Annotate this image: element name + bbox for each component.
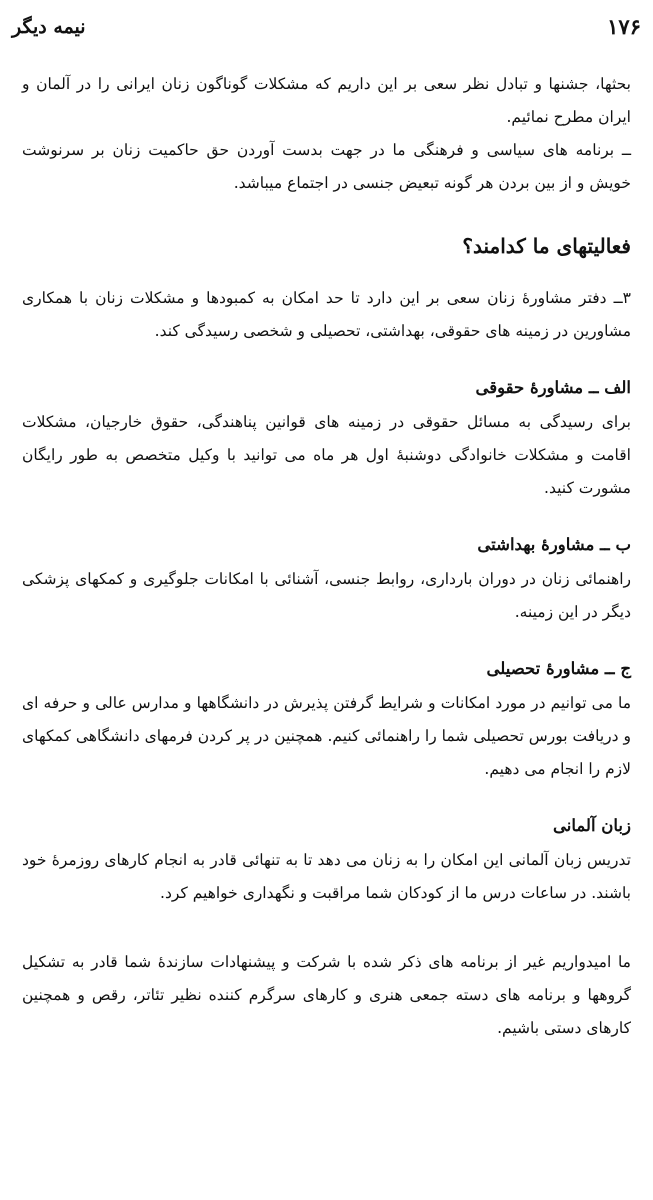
- page-number: ۱۷۶: [607, 14, 641, 39]
- subsection-heading-legal: الف ــ مشاورهٔ حقوقی: [475, 378, 631, 397]
- intro-paragraph-2: ــ برنامه های سیاسی و فرهنگی ما در جهت بدست آوردن حق حاکمیت زنان بر سرنوشت خویش و از بین بردن هر گونه تبعیض جنسی در اجتماع میباشد.: [22, 141, 631, 192]
- section-paragraph: ۳ــ دفتر مشاورهٔ زنان سعی بر این دارد تا حد امکان به کمبودها و مشکلات زنان با همکاری مشاورین در زمینه های حقوقی، بهداشتی، تحصیلی و شخصی رسیدگی کند.: [22, 289, 631, 340]
- subsection-heading-education: ج ــ مشاورهٔ تحصیلی: [486, 659, 631, 678]
- subsection-text-health: راهنمائی زنان در دوران بارداری، روابط جنسی، آشنائی با امکانات جلوگیری و کمکهای پزشکی دیگر در این زمینه.: [22, 570, 631, 621]
- running-title: نیمه دیگر: [12, 16, 86, 38]
- subsection-text-german: تدریس زبان آلمانی این امکان را به زنان می دهد تا به تنهائی قادر به انجام کارهای روزمرهٔ خود باشند. در ساعات درس ما از کودکان شما مراقبت و نگهداری خواهیم کرد.: [22, 851, 631, 902]
- subsection-heading-health: ب ــ مشاورهٔ بهداشتی: [477, 535, 631, 554]
- subsection-text-legal: برای رسیدگی به مسائل حقوقی در زمینه های قوانین پناهندگی، حقوق خارجیان، مشکلات اقامت و مشکلات خانوادگی دوشنبهٔ اول هر ماه می توانید با وکیل متخصص به طور رایگان مشورت کنید.: [22, 413, 631, 497]
- intro-paragraph-1: بحثها، جشنها و تبادل نظر سعی بر این داریم که مشکلات گوناگون زنان ایرانی را در آلمان و ایران مطرح نمائیم.: [22, 75, 631, 126]
- subsection-heading-german: زبان آلمانی: [553, 816, 631, 835]
- subsection-text-education: ما می توانیم در مورد امکانات و شرایط گرفتن پذیرش در دانشگاهها و مدارس عالی و حرفه ای و دریافت بورس تحصیلی شما را راهنمائی کنیم. همچنین در پر کردن فرمهای دانشگاهی کمکهای لازم را انجام می دهیم.: [22, 694, 631, 778]
- page-body: [22, 68, 631, 1045]
- section-heading: فعالیتهای ما کدامند؟: [462, 234, 631, 258]
- closing-paragraph: ما امیدواریم غیر از برنامه های ذکر شده با شرکت و پیشنهادات سازندهٔ شما قادر به تشکیل گروهها و برنامه های دسته جمعی هنری و کارهای سرگرم کننده نظیر تئاتر، رقص و همچنین کارهای دستی باشیم.: [22, 953, 631, 1037]
- page-header: [12, 14, 641, 48]
